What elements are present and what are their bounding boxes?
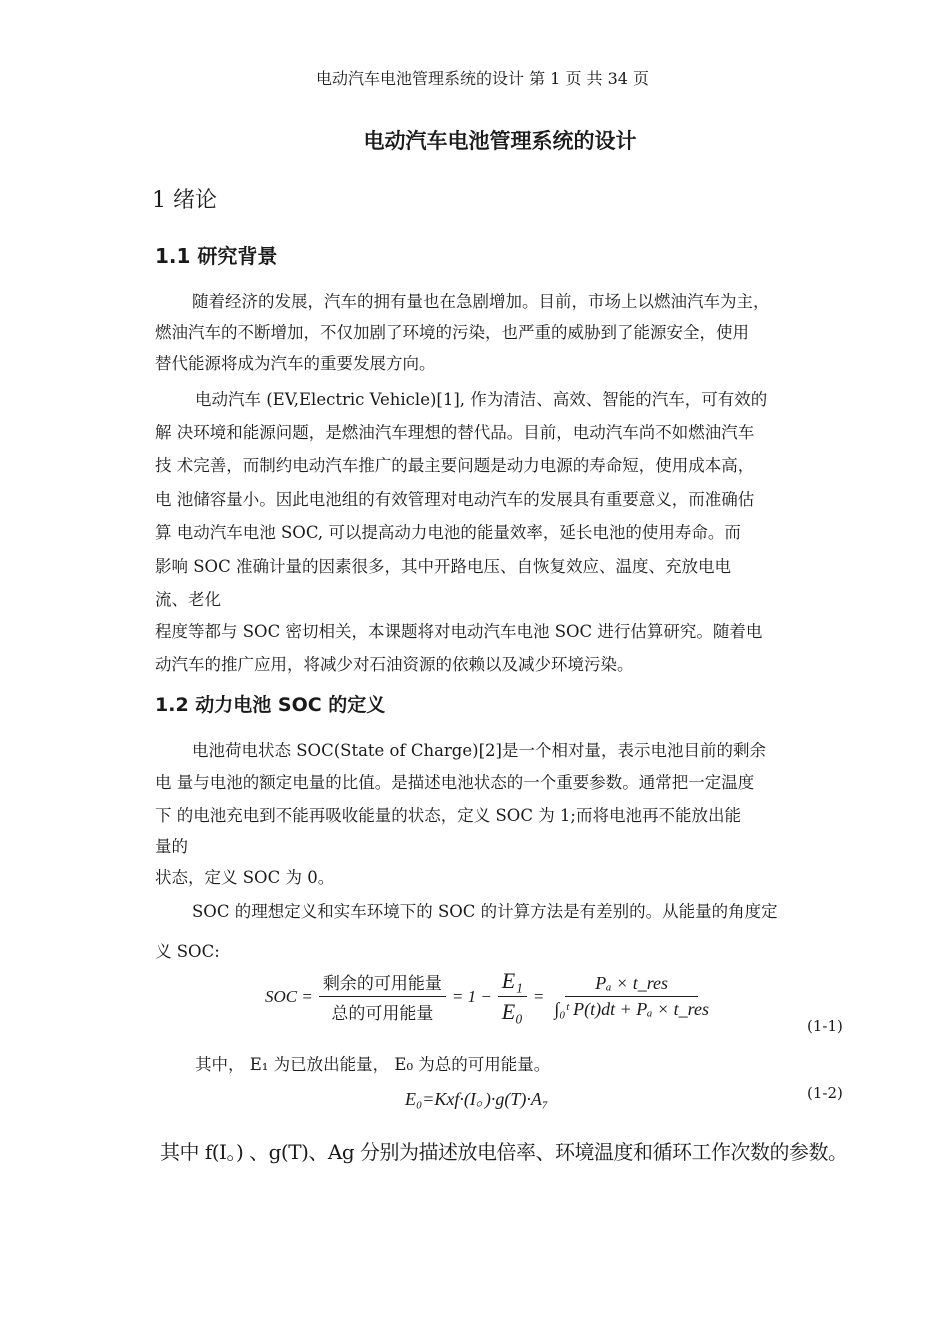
paragraph-line: 流、老化 [155,590,221,609]
paragraph-line: SOC 的理想定义和实车环境下的 SOC 的计算方法是有差别的。从能量的角度定 [192,902,778,921]
page-title: 电动汽车电池管理系统的设计 [363,129,637,153]
paragraph-line: 解 决环境和能源问题，是燃油汽车理想的替代品。目前，电动汽车尚不如燃油汽车 [155,423,755,442]
eq-frac-denominator: ∫₀ᵗ P(t)dt + Pₐ × t_res [554,999,709,1019]
paragraph-line: 状态，定义 SOC 为 0。 [155,868,335,887]
paragraph-line: 电 量与电池的额定电量的比值。是描述电池状态的一个重要参数。通常把一定温度 [155,773,755,792]
paragraph-line: 影响 SOC 准确计量的因素很多，其中开路电压、自恢复效应、温度、充放电电 [155,557,731,576]
paragraph-line: 动汽车的推广应用，将减少对石油资源的依赖以及减少环境污染。 [155,655,634,674]
eq-fraction-energy [319,969,446,1024]
paragraph-line: 替代能源将成为汽车的重要发展方向。 [155,354,436,373]
running-header: 电动汽车电池管理系统的设计 第 1 页 共 34 页 [316,69,650,88]
paragraph-line: 算 电动汽车电池 SOC, 可以提高动力电池的能量效率，延长电池的使用寿命。而 [155,523,741,542]
eq-lhs: SOC = [265,986,313,1006]
paragraph-line: 技 术完善，而制约电动汽车推广的最主要问题是动力电源的寿命短，使用成本高， [155,456,755,475]
equation-1-2: E₀=Kxf·(I。)·g(T)·A₇ [405,1089,549,1109]
eq-frac-denominator: E₀ [501,999,523,1024]
paragraph-line: 义 SOC: [155,942,220,961]
eq-frac-numerator: E₁ [498,968,527,997]
eq-fraction-e [498,968,527,1025]
equation-1-1 [265,968,713,1025]
eq-fraction-power [550,973,713,1020]
eq-frac-numerator: Pₐ × t_res [565,973,698,997]
paragraph-line: 电动汽车 (EV,Electric Vehicle)[1], 作为清洁、高效、智能的汽车，可有效的 [195,390,768,409]
section-heading-1-2: 1.2 动力电池 SOC 的定义 [155,694,386,716]
paragraph-line: 其中 f(I。) 、g(T)、Ag 分别为描述放电倍率、环境温度和循环工作次数的参数。 [160,1140,848,1164]
equation-label-1-2: (1-2) [807,1084,843,1102]
paragraph-line: 电 池储容量小。因此电池组的有效管理对电动汽车的发展具有重要意义，而准确估 [155,490,755,509]
eq-frac-denominator: 总的可用能量 [331,1004,434,1023]
chapter-heading: 1 绪论 [152,188,217,213]
paragraph-line: 量的 [155,837,188,856]
paragraph-line: 电池荷电状态 SOC(State of Charge)[2]是一个相对量，表示电池目前的剩余 [192,741,766,760]
eq-frac-numerator: 剩余的可用能量 [319,969,446,997]
section-heading-1-1: 1.1 研究背景 [155,244,278,268]
eq-mid: = 1 − [451,986,492,1006]
paragraph-line: 其中， E₁ 为已放出能量， E₀ 为总的可用能量。 [195,1055,551,1074]
equation-label-1-1: (1-1) [807,1017,843,1035]
paragraph-line: 随着经济的发展，汽车的拥有量也在急剧增加。目前，市场上以燃油汽车为主， [192,292,770,311]
paragraph-line: 燃油汽车的不断增加，不仅加剧了环境的污染，也严重的威胁到了能源安全，使用 [155,323,749,342]
paragraph-line: 程度等都与 SOC 密切相关，本课题将对电动汽车电池 SOC 进行估算研究。随着电 [155,622,763,641]
paragraph-line: 下 的电池充电到不能再吸收能量的状态，定义 SOC 为 1;而将电池再不能放出能 [155,806,741,825]
eq-equals: = [532,986,545,1006]
